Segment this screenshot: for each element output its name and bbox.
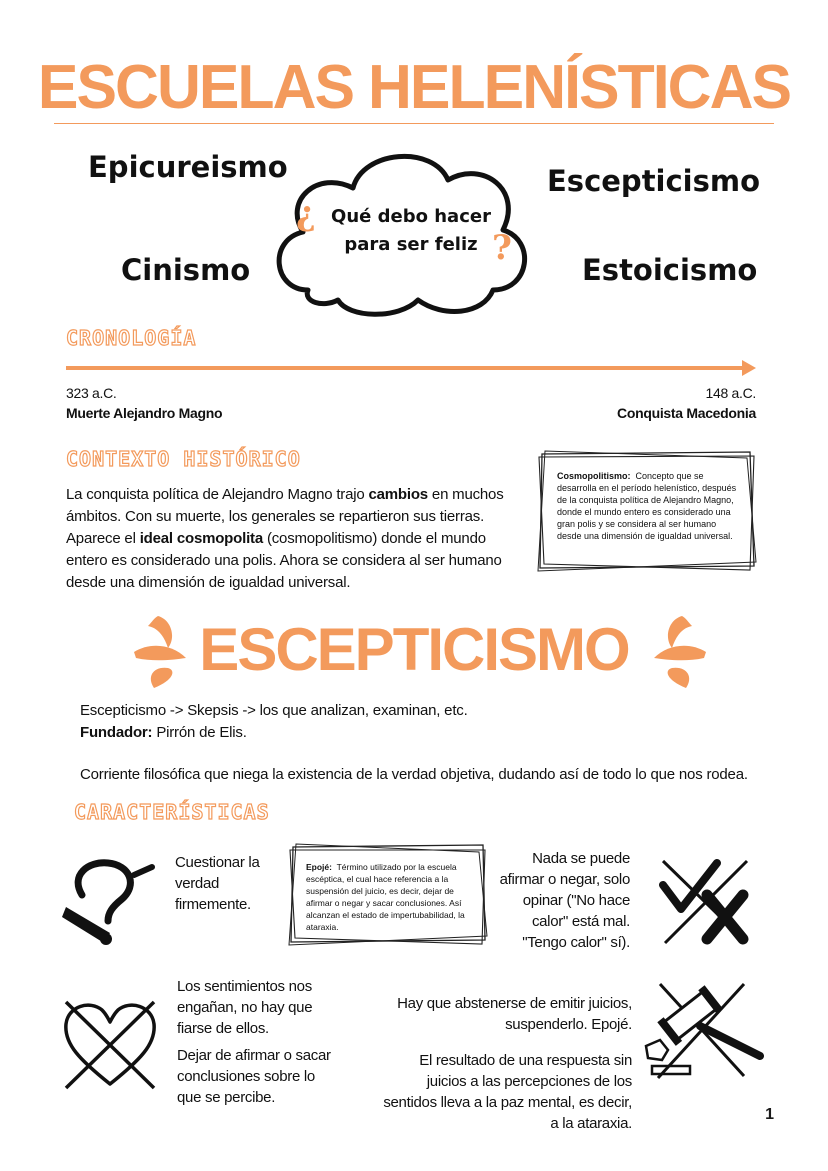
page-number: 1 bbox=[765, 1106, 774, 1123]
school-epicureismo: Epicureismo bbox=[88, 150, 288, 184]
etymology: Escepticismo -> Skepsis -> los que analizan, examinan, etc. bbox=[80, 702, 468, 719]
open-question-mark: ¿ bbox=[296, 194, 316, 234]
definition: Corriente filosófica que niega la existencia de la verdad objetiva, dudando así de todo lo que nos rodea. bbox=[80, 766, 748, 783]
founder bbox=[80, 722, 247, 744]
page-title: ESCUELAS HELENÍSTICAS bbox=[37, 53, 791, 122]
feature-dejar-de-afirmar: Dejar de afirmar o sacar conclusiones sobre lo que se percibe. bbox=[177, 1047, 331, 1106]
founder-name: Pirrón de Elis. bbox=[152, 724, 247, 741]
timeline-start-event: Muerte Alejandro Magno bbox=[66, 405, 223, 421]
contexto-paragraph bbox=[66, 484, 512, 594]
check-cross-icon bbox=[655, 855, 755, 947]
contexto-text-c: en muchos ámbitos. Con su muerte, los generales se repartieron sus tierras. Aparece el bbox=[66, 486, 504, 547]
cloud-line-2: para ser feliz bbox=[344, 234, 478, 255]
escepticismo-title: ESCEPTICISMO bbox=[199, 616, 629, 683]
school-escepticismo: Escepticismo bbox=[547, 164, 761, 198]
note-text: Concepto que se desarrolla en el período helenístico, después de la conquista política de Alejandro Magno, donde el mundo entero es considerado una gran polis y se considera al ser humano desde una dimensión de igualdad universal. bbox=[557, 471, 737, 541]
note-term: Cosmopolitismo: bbox=[557, 471, 631, 481]
contexto-bold-cosmopolita: ideal cosmopolita bbox=[139, 530, 263, 547]
crossed-gavel-icon bbox=[640, 980, 768, 1084]
founder-label: Fundador: bbox=[80, 724, 153, 741]
school-estoicismo: Estoicismo bbox=[582, 253, 758, 287]
cosmopolitismo-note bbox=[557, 470, 737, 542]
cloud-question bbox=[318, 203, 504, 259]
timeline-bar bbox=[66, 366, 746, 370]
feature-cuestionar: Cuestionar la verdad firmemente. bbox=[175, 854, 260, 913]
feature-sentimientos: Los sentimientos nos engañan, no hay que fiarse de ellos. bbox=[177, 978, 313, 1037]
contexto-text-e: (cosmopolitismo) donde el mundo entero es considerado una polis. Ahora se considera al ser humano desde una dimensión de igualdad universal. bbox=[66, 530, 502, 591]
timeline-end-event: Conquista Macedonia bbox=[617, 405, 756, 421]
caracteristicas-heading: CARACTERÍSTICAS bbox=[74, 800, 270, 824]
cloud-line-1: Qué debo hacer bbox=[331, 206, 491, 227]
contexto-heading: CONTEXTO HISTÓRICO bbox=[66, 447, 301, 471]
timeline-arrow-icon bbox=[742, 360, 756, 376]
contexto-bold-cambios: cambios bbox=[368, 486, 428, 503]
epoje-text: Término utilizado por la escuela escéptica, el cual hace referencia a la suspensión del juicio, es decir, dejar de afirmar o negar y sacar conclusiones. Así alcanzan el estado de impertubabilidad, la ataraxia. bbox=[306, 862, 465, 932]
title-divider bbox=[54, 123, 774, 124]
contexto-text-a: La conquista política de Alejandro Magno trajo bbox=[66, 486, 369, 503]
feature-nada-se-puede: Nada se puede afirmar o negar, solo opinar ("No hace calor" está mal. "Tengo calor" sí). bbox=[499, 850, 630, 951]
school-cinismo: Cinismo bbox=[121, 253, 251, 287]
feature-resultado: El resultado de una respuesta sin juicios a las percepciones de los sentidos lleva a la paz mental, es decir, a la ataraxia. bbox=[383, 1052, 632, 1132]
cronologia-heading: CRONOLOGÍA bbox=[66, 326, 197, 350]
feature-abstenerse: Hay que abstenerse de emitir juicios, suspenderlo. Epojé. bbox=[397, 995, 632, 1033]
question-mark-icon bbox=[60, 855, 156, 947]
right-splash-icon bbox=[640, 610, 712, 690]
crossed-heart-icon bbox=[60, 996, 160, 1092]
timeline-end-date: 148 a.C. bbox=[705, 385, 756, 401]
timeline-start-date: 323 a.C. bbox=[66, 385, 117, 401]
epoje-term: Epojé: bbox=[306, 862, 332, 872]
close-question-mark: ? bbox=[492, 228, 512, 268]
epoje-note bbox=[306, 861, 476, 933]
